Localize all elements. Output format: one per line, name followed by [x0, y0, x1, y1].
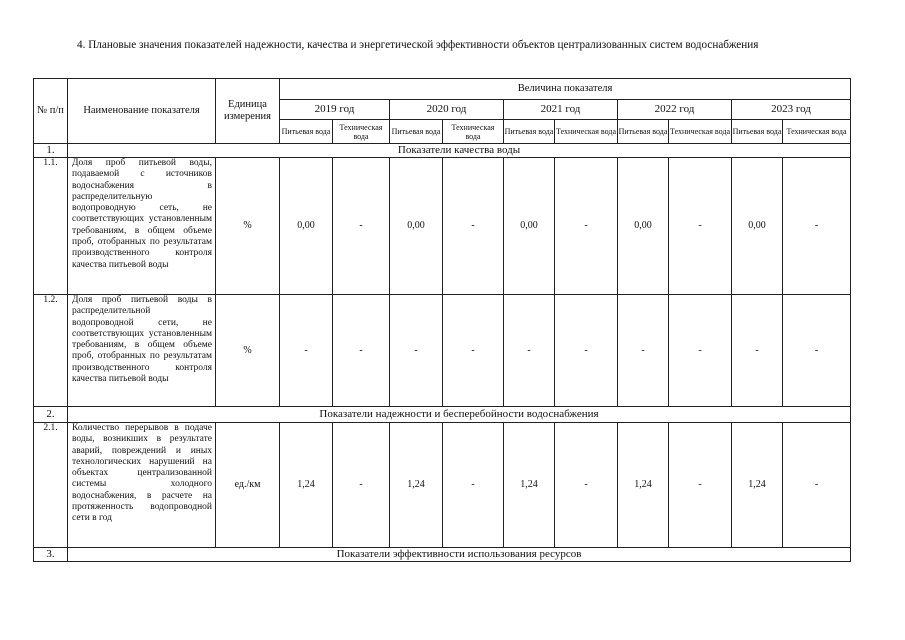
row-name: Количество перерывов в подаче воды, возникших в результате аварий, повреждений и иных технологических нарушений на объектах централизованной системы холодного водоснабжения, в расчете на протяженность водопроводной сети в год	[68, 423, 216, 548]
header-year: 2022 год	[618, 100, 732, 120]
row-value: -	[280, 295, 333, 407]
header-year: 2021 год	[504, 100, 618, 120]
section-title: Показатели эффективности использования ресурсов	[68, 548, 851, 562]
section-heading-text: 4. Плановые значения показателей надежности, качества и энергетической эффективности объектов централизованных систем водоснабжения	[77, 39, 759, 51]
header-potable-water: Питьевая вода	[618, 120, 669, 144]
row-value: 0,00	[280, 158, 333, 295]
row-unit: %	[216, 158, 280, 295]
row-value: -	[783, 295, 851, 407]
row-value: -	[669, 158, 732, 295]
header-unit: Единица измерения	[216, 79, 280, 144]
row-value: 1,24	[618, 423, 669, 548]
row-name: Доля проб питьевой воды, подаваемой с источников водоснабжения в распределительную водопроводную сеть, не соответствующих установленным требованиям, в общем объеме проб, отобранных по результатам производственного контроля качества питьевой воды	[68, 158, 216, 295]
header-potable-water: Питьевая вода	[504, 120, 555, 144]
row-value: 0,00	[732, 158, 783, 295]
row-value: -	[555, 423, 618, 548]
header-num: № п/п	[34, 79, 68, 144]
header-row-1	[34, 79, 851, 100]
row-value: -	[333, 158, 390, 295]
row-name: Доля проб питьевой воды в распределительной водопроводной сети, не соответствующих установленным требованиям, в общем объеме проб, отобранных по результатам производственного контроля качества питьевой воды	[68, 295, 216, 407]
section-title: Показатели надежности и бесперебойности водоснабжения	[68, 407, 851, 423]
row-num: 1.2.	[34, 295, 68, 407]
section-num: 3.	[34, 548, 68, 562]
row-value: 1,24	[280, 423, 333, 548]
row-value: -	[783, 158, 851, 295]
row-value: -	[669, 295, 732, 407]
header-technical-water: Техническая вода	[555, 120, 618, 144]
section-num: 1.	[34, 144, 68, 158]
row-value: -	[783, 423, 851, 548]
row-value: 0,00	[390, 158, 443, 295]
row-value: -	[555, 158, 618, 295]
row-value: 0,00	[504, 158, 555, 295]
header-potable-water: Питьевая вода	[732, 120, 783, 144]
header-value: Величина показателя	[280, 79, 851, 100]
header-technical-water: Техническая вода	[783, 120, 851, 144]
row-value: -	[732, 295, 783, 407]
row-value: -	[504, 295, 555, 407]
header-technical-water: Техническая вода	[669, 120, 732, 144]
section-row	[34, 548, 851, 562]
section-num: 2.	[34, 407, 68, 423]
header-potable-water: Питьевая вода	[390, 120, 443, 144]
row-num: 1.1.	[34, 158, 68, 295]
header-name: Наименование показателя	[68, 79, 216, 144]
row-value: -	[618, 295, 669, 407]
row-value: -	[555, 295, 618, 407]
row-value: -	[669, 423, 732, 548]
row-num: 2.1.	[34, 423, 68, 548]
header-year: 2020 год	[390, 100, 504, 120]
row-value: 1,24	[390, 423, 443, 548]
table-row	[34, 423, 851, 548]
row-unit: ед./км	[216, 423, 280, 548]
indicators-table	[33, 78, 851, 562]
header-year: 2023 год	[732, 100, 851, 120]
row-value: -	[333, 423, 390, 548]
row-value: 0,00	[618, 158, 669, 295]
header-technical-water: Техническая вода	[333, 120, 390, 144]
row-value: 1,24	[504, 423, 555, 548]
section-heading	[33, 38, 859, 53]
row-value: -	[443, 423, 504, 548]
row-value: 1,24	[732, 423, 783, 548]
section-row	[34, 144, 851, 158]
row-value: -	[333, 295, 390, 407]
header-technical-water: Техническая вода	[443, 120, 504, 144]
section-row	[34, 407, 851, 423]
header-potable-water: Питьевая вода	[280, 120, 333, 144]
table-row	[34, 158, 851, 295]
header-year: 2019 год	[280, 100, 390, 120]
row-unit: %	[216, 295, 280, 407]
row-value: -	[443, 158, 504, 295]
row-value: -	[390, 295, 443, 407]
section-title: Показатели качества воды	[68, 144, 851, 158]
table-row	[34, 295, 851, 407]
row-value: -	[443, 295, 504, 407]
